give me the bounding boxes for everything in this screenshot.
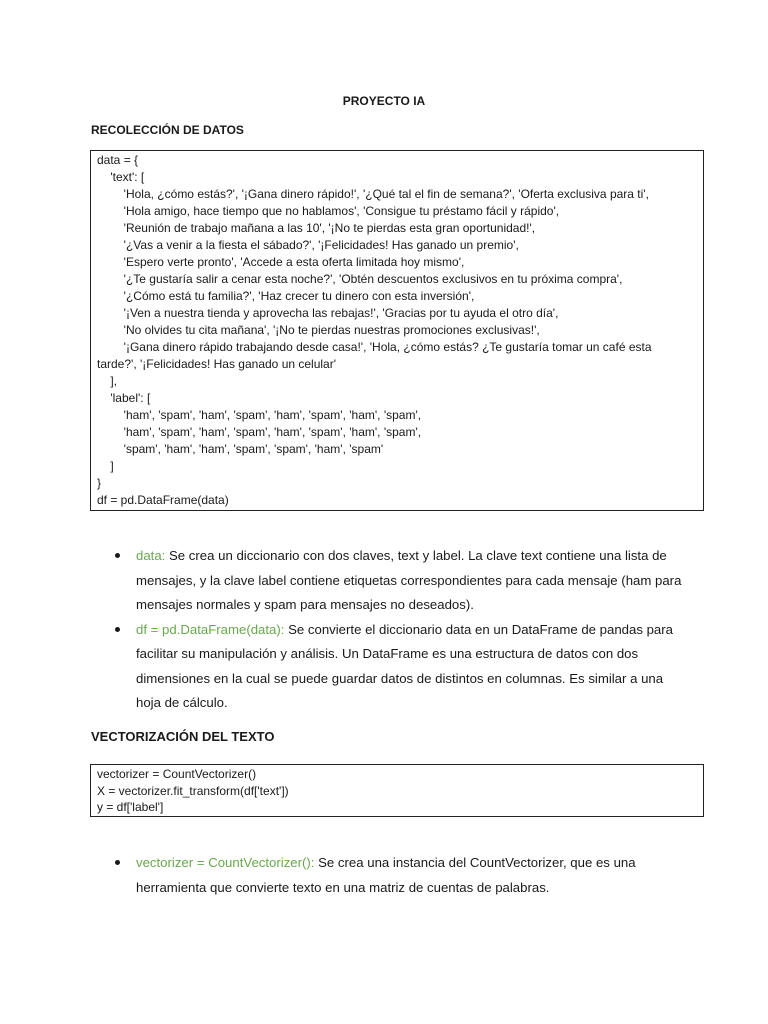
code-line: 'label': [	[97, 391, 151, 405]
code-block-data	[90, 150, 704, 511]
bullet-text: Se convierte el diccionario data en un DataFrame de pandas para facilitar su manipulación y análisis. Un DataFrame es una estructura de datos con dos dimensiones en la cual se puede guardar datos de distintos en columnas. Es similar a una hoja de cálculo.	[136, 621, 673, 710]
list-item	[0, 618, 768, 716]
code-line: 'spam', 'ham', 'ham', 'spam', 'spam', 'ham', 'spam'	[97, 442, 384, 456]
bullet-term: df = pd.DataFrame(data):	[136, 621, 285, 637]
code-line: data = {	[97, 153, 139, 167]
bullet-icon	[115, 860, 120, 865]
code-line: '¿Vas a venir a la fiesta el sábado?', '¡Felicidades! Has ganado un premio',	[97, 238, 519, 252]
bullet-text: Se crea un diccionario con dos claves, text y label. La clave text contiene una lista de mensajes, y la clave label contiene etiquetas correspondientes para cada mensaje (ham para mensajes normales y spam para mensajes no deseados).	[136, 548, 682, 612]
code-line: '¡Ven a nuestra tienda y aprovecha las rebajas!', 'Gracias por tu ayuda el otro día',	[97, 306, 559, 320]
code-line: X = vectorizer.fit_transform(df['text'])	[97, 783, 289, 798]
bullet-list-vectorizacion	[0, 851, 768, 900]
code-line: tarde?', '¡Felicidades! Has ganado un celular'	[97, 357, 337, 371]
bullet-text: Se crea una instancia del CountVectorizer, que es una herramienta que convierte texto en una matriz de cuentas de palabras.	[136, 855, 636, 895]
bullet-icon	[115, 553, 120, 558]
code-line: '¡Gana dinero rápido trabajando desde casa!', 'Hola, ¿cómo estás? ¿Te gustaría tomar un café esta	[97, 340, 652, 354]
code-line: 'No olvides tu cita mañana', '¡No te pierdas nuestras promociones exclusivas!',	[97, 323, 540, 337]
code-line: vectorizer = CountVectorizer()	[97, 767, 257, 781]
code-line: '¿Te gustaría salir a cenar esta noche?', 'Obtén descuentos exclusivos en tu próxima compra',	[97, 272, 623, 286]
code-line: 'Espero verte pronto', 'Accede a esta oferta limitada hoy mismo',	[97, 255, 465, 269]
section-heading-vectorizacion: VECTORIZACIÓN DEL TEXTO	[91, 729, 275, 744]
code-line: ]	[97, 459, 114, 473]
code-line: df = pd.DataFrame(data)	[97, 493, 229, 507]
page-title: PROYECTO IA	[342, 94, 426, 108]
bullet-list-recoleccion	[0, 544, 768, 716]
code-line: }	[97, 476, 102, 490]
code-line: 'ham', 'spam', 'ham', 'spam', 'ham', 'spam', 'ham', 'spam',	[97, 425, 422, 439]
bullet-term: vectorizer = CountVectorizer():	[136, 855, 315, 870]
bullet-icon	[115, 627, 120, 632]
code-line: 'ham', 'spam', 'ham', 'spam', 'ham', 'spam', 'ham', 'spam',	[97, 408, 422, 422]
list-item	[0, 544, 768, 618]
code-block-vectorizer	[90, 764, 704, 817]
code-line: ],	[97, 374, 118, 388]
bullet-term: data:	[136, 548, 166, 563]
section-heading-recoleccion: RECOLECCIÓN DE DATOS	[91, 123, 244, 137]
list-item	[0, 851, 768, 900]
code-line: 'Hola, ¿cómo estás?', '¡Gana dinero rápido!', '¿Qué tal el fin de semana?', 'Oferta exclusiva para ti',	[97, 187, 649, 201]
code-line: 'text': [	[97, 170, 145, 184]
code-line: y = df['label']	[97, 800, 164, 814]
code-line: '¿Cómo está tu familia?', 'Haz crecer tu dinero con esta inversión',	[97, 289, 475, 303]
code-line: 'Hola amigo, hace tiempo que no hablamos', 'Consigue tu préstamo fácil y rápido',	[97, 204, 560, 218]
code-line: 'Reunión de trabajo mañana a las 10', '¡No te pierdas esta gran oportunidad!',	[97, 221, 536, 235]
